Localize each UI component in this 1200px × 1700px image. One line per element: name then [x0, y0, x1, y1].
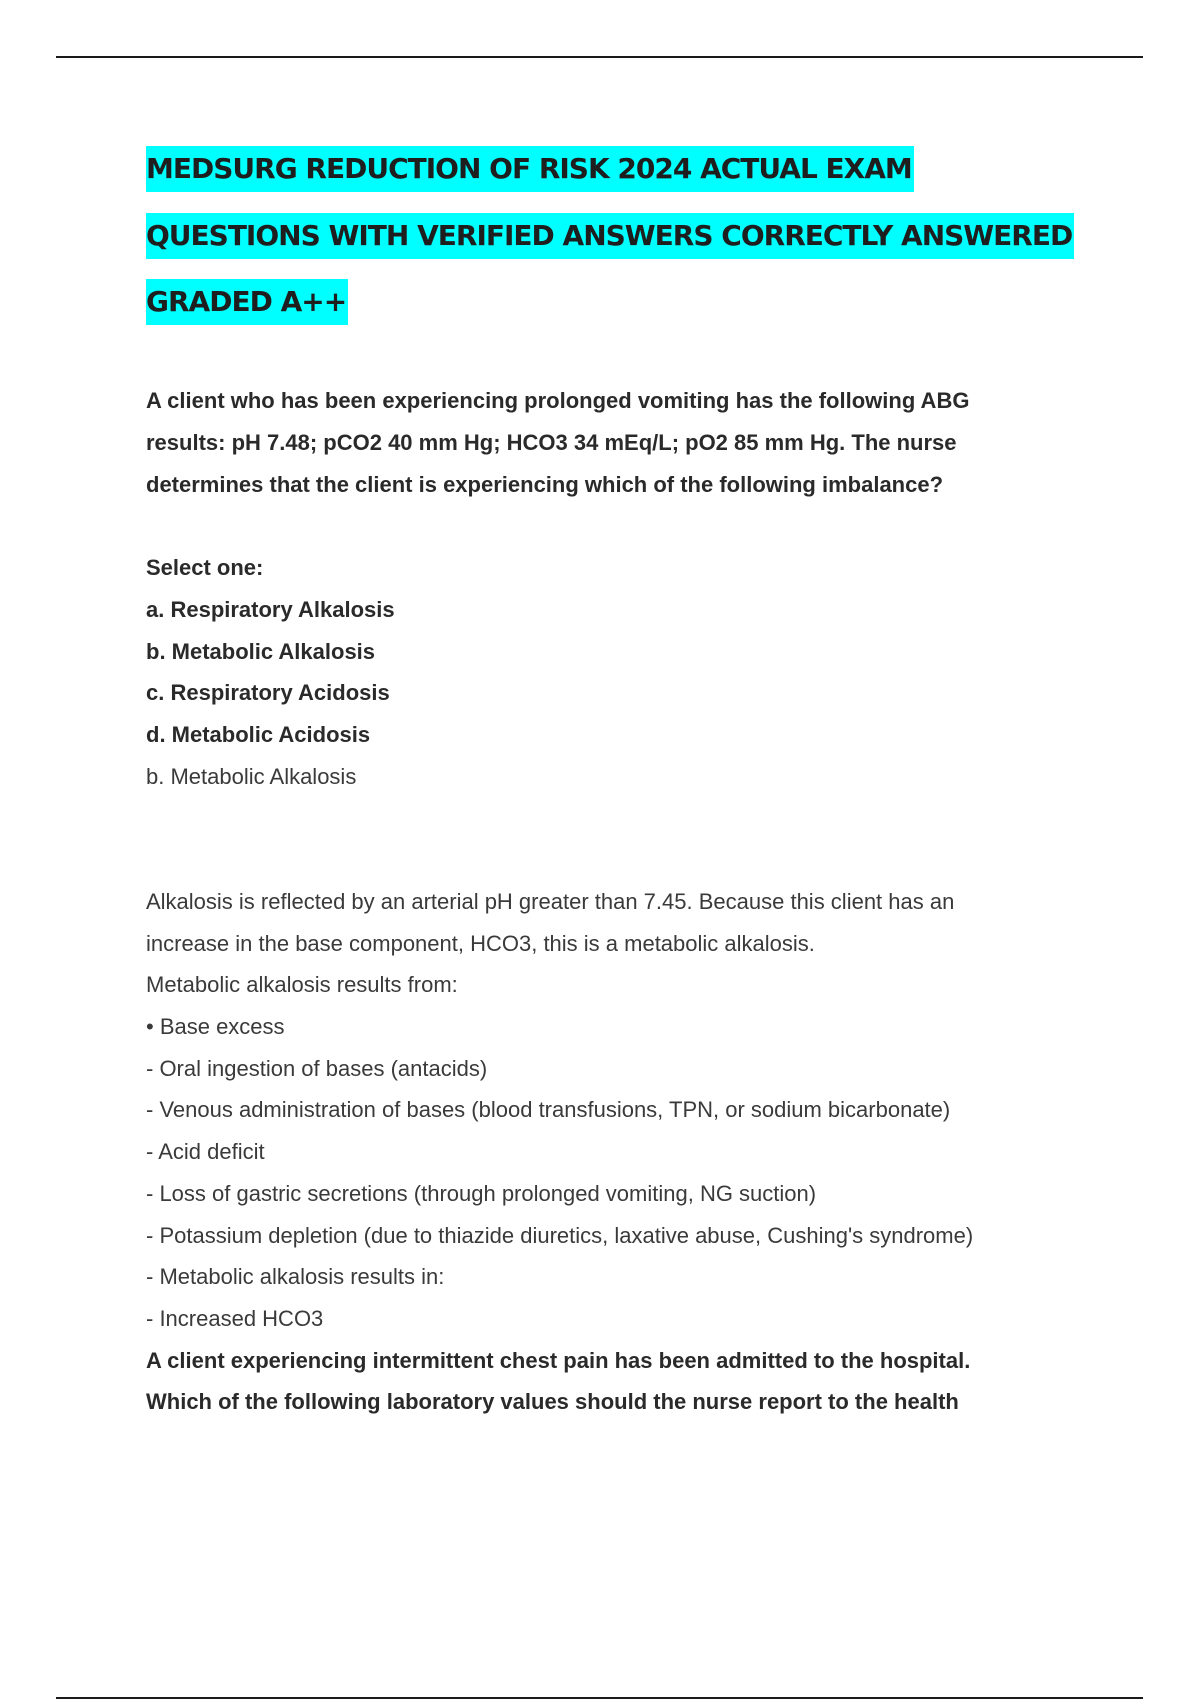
document-title-line-1: MEDSURG REDUCTION OF RISK 2024 ACTUAL EXAM	[146, 146, 914, 192]
rationale-line-7: - Acid deficit	[146, 1139, 265, 1164]
question-1-stem-line-2: results: pH 7.48; pCO2 40 mm Hg; HCO3 34 mEq/L; pO2 85 mm Hg. The nurse	[146, 430, 957, 455]
select-one-label: Select one:	[146, 555, 264, 580]
document-title-line-2: QUESTIONS WITH VERIFIED ANSWERS CORRECTLY ANSWERED	[146, 213, 1074, 259]
bottom-rule	[56, 1697, 1143, 1699]
top-rule	[56, 56, 1143, 58]
rationale-line-3: Metabolic alkalosis results from:	[146, 972, 458, 997]
rationale-line-8: - Loss of gastric secretions (through prolonged vomiting, NG suction)	[146, 1181, 817, 1206]
document-title-line-3: GRADED A++	[146, 279, 348, 325]
question-1-stem-line-1: A client who has been experiencing prolonged vomiting has the following ABG	[146, 388, 970, 413]
option-d: d. Metabolic Acidosis	[146, 722, 371, 747]
question-2-stem-line-2: Which of the following laboratory values should the nurse report to the health	[146, 1389, 959, 1414]
answer-text: b. Metabolic Alkalosis	[146, 764, 357, 789]
option-b: b. Metabolic Alkalosis	[146, 639, 376, 664]
rationale-line-4: • Base excess	[146, 1014, 285, 1039]
question-2-stem-line-1: A client experiencing intermittent chest pain has been admitted to the hospital.	[146, 1348, 971, 1373]
rationale-line-9: - Potassium depletion (due to thiazide diuretics, laxative abuse, Cushing's syndrome)	[146, 1223, 974, 1248]
rationale-line-5: - Oral ingestion of bases (antacids)	[146, 1056, 488, 1081]
rationale-line-10: - Metabolic alkalosis results in:	[146, 1264, 445, 1289]
option-c: c. Respiratory Acidosis	[146, 680, 390, 705]
rationale-line-1: Alkalosis is reflected by an arterial pH greater than 7.45. Because this client has an	[146, 889, 955, 914]
rationale-line-11: - Increased HCO3	[146, 1306, 324, 1331]
rationale-line-6: - Venous administration of bases (blood transfusions, TPN, or sodium bicarbonate)	[146, 1097, 951, 1122]
rationale-line-2: increase in the base component, HCO3, this is a metabolic alkalosis.	[146, 931, 815, 956]
question-1-stem-line-3: determines that the client is experiencing which of the following imbalance?	[146, 472, 944, 497]
option-a: a. Respiratory Alkalosis	[146, 597, 395, 622]
